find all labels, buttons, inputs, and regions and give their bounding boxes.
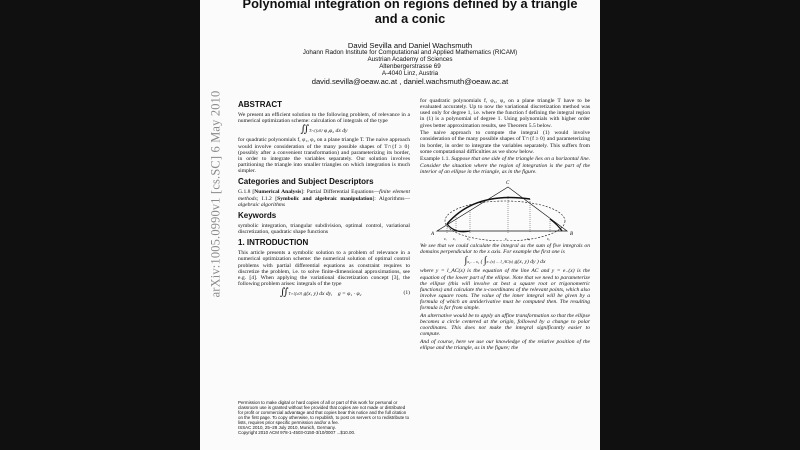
vertex-label-a: A xyxy=(431,231,435,237)
i12-rest: ]: Algorithms— xyxy=(372,195,411,202)
region-boundary-right xyxy=(550,219,562,231)
author-city: A-4040 Linz, Austria xyxy=(381,70,439,78)
i12-code: ; I.1.2 [ xyxy=(256,195,278,202)
last-paragraph: And of course, here we use our knowledge of the relative position of the ellipse and the triangle, as in the figure; the xyxy=(420,339,590,352)
arxiv-stamp xyxy=(208,78,223,310)
arxiv-stamp-text: arXiv:1005.0990v1 [cs.SC] 6 May 2010 xyxy=(208,90,223,298)
right-para-2: The naive approach to compute the integral (1) would involve consideration of the many possible shapes of T∩{f ≥ 0} and parameterizing its border, in order to integrate the variables separately. This suffers from some computational difficulties as we show below. xyxy=(420,130,590,155)
ellipse-shape xyxy=(445,201,565,241)
intro-g-definition: g = φ₁ · φ₂ xyxy=(337,291,362,298)
right-column xyxy=(420,98,590,353)
x5-label: x₅ xyxy=(527,236,530,241)
x4-label: x₄ xyxy=(505,236,508,241)
author-names: David Sevilla and Daniel Wachsmuth xyxy=(347,41,473,50)
g18-code: G.1.8 [ xyxy=(238,189,255,196)
x2-label: x₂ xyxy=(453,236,456,241)
keywords-text: symbolic integration, triangular subdivision, optimal control, variational discretization, quadratic shape functions xyxy=(238,222,410,236)
integral-symbol: ∫ xyxy=(483,255,487,267)
intro-integral-region: T∩{f≥0} xyxy=(288,291,303,297)
footnote-conference: ISSAC 2010, 25–28 July 2010, Munich, Germany. xyxy=(238,424,336,430)
vertex-label-c: C xyxy=(506,180,510,186)
keywords-heading: Keywords xyxy=(238,210,277,220)
equation-number: (1) xyxy=(403,290,410,297)
vertex-label-b: B xyxy=(570,231,574,237)
g18-name: Numerical Analysis xyxy=(254,189,302,196)
introduction-text: This article presents a symbolic solution to a problem of relevance in a numerical optimization scheme: the numerical solution of optimal control problems with partial differential equations as constraint requires to discretize the problem, i.e. to solve finite-dimensional approximations, see e.g. [4]. When applying the variational discretization concept [3], the following problem arises: integrals of the type xyxy=(238,250,410,287)
outer-limits: x₂ … x₁ xyxy=(467,259,480,265)
i12-name: Symbolic and algebraic manipulation xyxy=(277,195,373,202)
abstract-integral-region: T∩{f≥0} xyxy=(309,128,323,134)
categories-heading: Categories and Subject Descriptors xyxy=(238,177,374,187)
author-institute: Johann Radon Institute for Computational and Applied Mathematics (RICAM) xyxy=(302,49,518,57)
author-academy: Austrian Academy of Sciences xyxy=(367,56,453,64)
footnote-permission: Permission to make digital or hard copies of all or part of this work for personal or classroom use is granted without fee provided that copies are not made or distributed for profit or commercial advantage and that copies bear this notice and the full citation on the first page. To copy otherwise, to republish, to post on servers or to redistribute to lists, requires prior specific permission and/or a fee. xyxy=(238,400,410,425)
abstract-intro: We present an efficient solution to the following problem, of relevance in a numerical optimization scheme: calculation of integrals of the type xyxy=(238,112,410,125)
copyright-footnote xyxy=(238,401,410,436)
abstract-body: for quadratic polynomials f, φ₁, φ₂ on a plane triangle T. The naive approach would involve consideration of the many possible shapes of T∩{f ≥ 0} (possibly after a convenient transformation) and parameterizing its border, in order to integrate the variables separately. Our solution involves partitioning the triangle into smaller triangles on which integration is much simpler. xyxy=(238,137,410,175)
author-emails[interactable]: david.sevilla@oeaw.ac.at , daniel.wachsmuth@oeaw.ac.at xyxy=(311,77,509,87)
g18-rest: ]: Partial Differential Equations— xyxy=(301,189,380,196)
region-boundary-upper xyxy=(447,197,530,224)
i12-sub: algebraic algorithms xyxy=(238,201,286,208)
x1-label: x₁ xyxy=(444,236,447,241)
example-text: Suppose that one side of the triangle lies on a horizontal line. Consider the situation where the region of integration is the part of the interior of an ellipse in the triangle, as in the figure. xyxy=(420,156,590,175)
g18-sub: finite element methods xyxy=(238,189,411,202)
example-equation: ∫x₂ … x₁ ( ∫e₋(x) … l_AC(x) g(x, y) dy ) dx xyxy=(464,255,546,267)
abstract-equation xyxy=(238,124,410,136)
right-para-1: for quadratic polynomials f, φ₁, φ₂ on a plane triangle T have to be evaluated accurately. Up to now the variational discretization method was used only for degree 1, i.e. where the function f defining the integral region in (1) is a polynomial of degree 1. Using polynomials with higher order gives better approximation results, see Theorem 5.5 below. xyxy=(420,98,590,129)
example-paragraph xyxy=(420,156,590,174)
abstract-integrand: φ₁φ₂ dx dy xyxy=(324,128,348,135)
footnote-copyright: Copyright 2010 ACM 978-1-4503-0150-3/10/0007 ...$10.00. xyxy=(238,429,356,435)
inner-limits: e₋(x) … l_AC(x) xyxy=(486,259,514,265)
categories-text xyxy=(238,189,410,207)
abstract-heading: ABSTRACT xyxy=(238,100,282,109)
double-integral-symbol: ∬ xyxy=(300,124,310,136)
author-street: Altenbergerstrasse 69 xyxy=(379,63,441,71)
left-column xyxy=(238,97,410,300)
example-label: Example 1.1. xyxy=(420,156,450,163)
alternative-paragraph: An alternative would be to apply an affine transformation so that the ellipse becomes a circle centered at the origin, followed by a change to polar coordinates. This does not make the integral significantly easier to compute. xyxy=(420,312,590,338)
after-figure-text: We see that we could calculate the integral as the sum of five integrals on domains perpendicular to the x axis. For example the first one is xyxy=(420,242,590,256)
double-integral-symbol: ∬ xyxy=(279,287,289,299)
triangle-ellipse-figure xyxy=(430,177,580,241)
introduction-heading: 1. INTRODUCTION xyxy=(238,238,309,248)
x3-label: x₃ xyxy=(467,236,470,241)
paper-page xyxy=(200,0,600,450)
integral-symbol: ∫ xyxy=(464,255,468,267)
x6-label: x₆ xyxy=(547,236,550,241)
intro-integrand: g(x, y) dx dy, xyxy=(303,291,333,298)
integral-body: g(x, y) dy ) dx xyxy=(514,259,546,266)
region-boundary-lower xyxy=(447,224,470,232)
author-block xyxy=(240,42,580,86)
introduction-equation xyxy=(238,287,410,299)
paper-title: Polynomial integration on regions defined by a triangle and a conic xyxy=(242,0,578,26)
where-paragraph: where y = l_AC(x) is the equation of the line AC and y = e₋(x) is the equation of the lower part of the ellipse. Note that we need to parameterize the ellipse (this will involve at best a square root or trigonometric functions) and calculate the x-coordinates of the relevant points, which also involve square roots. The value of the inner integral will be given by a formula of which an antiderivative must be computed then. The resulting formula is far from simple. xyxy=(420,268,590,312)
